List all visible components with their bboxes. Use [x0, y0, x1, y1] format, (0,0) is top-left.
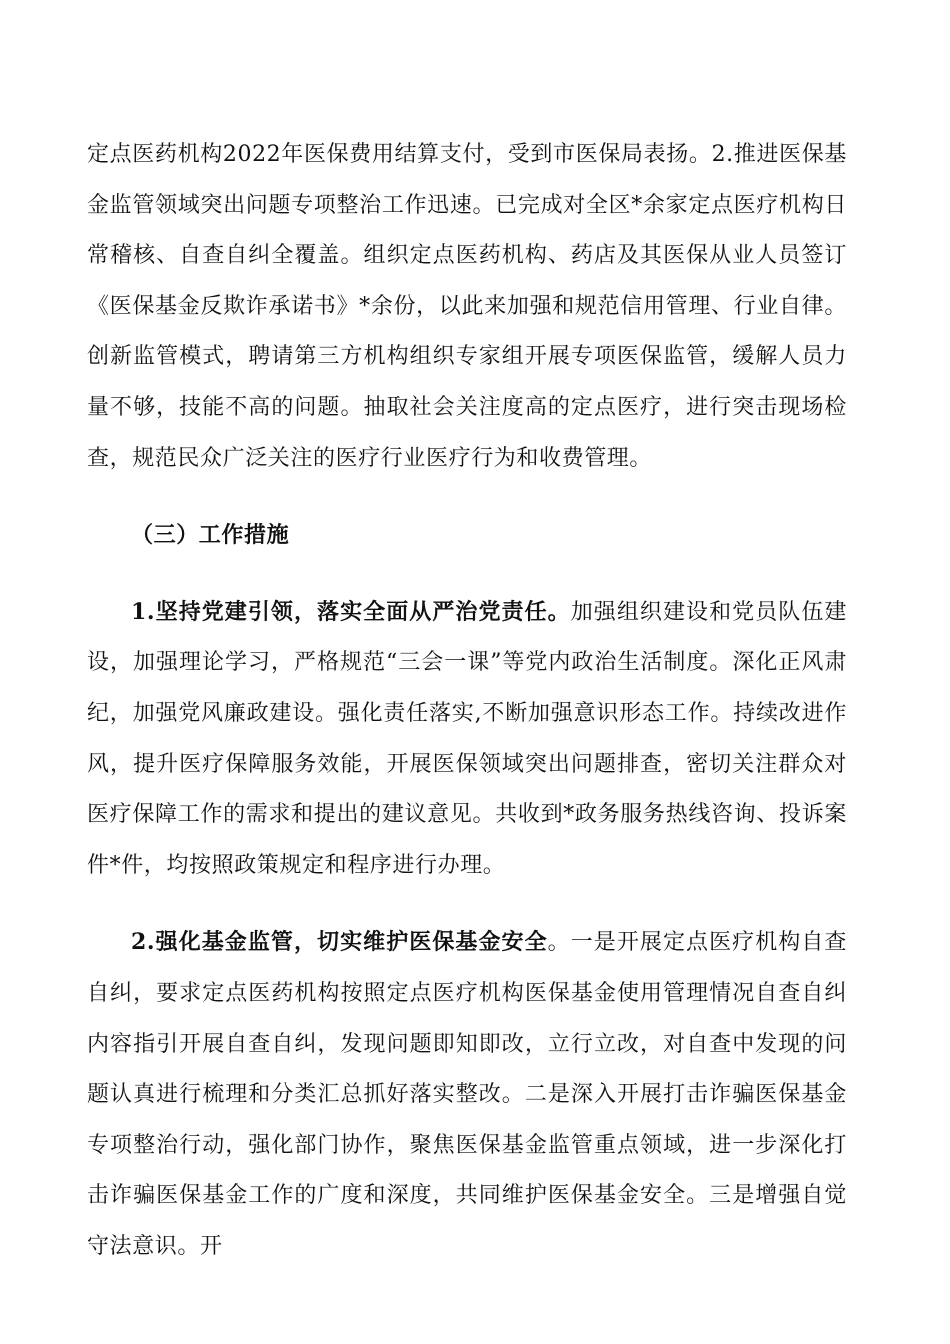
- paragraph-continued: 定点医药机构2022年医保费用结算支付，受到市医保局表扬。2.推进医保基金监管领域突出问题专项整治工作迅速。已完成对全区*余家定点医疗机构日常稽核、自查自纠全覆盖。组织定点医药机构、药店及其医保从业人员签订《医保基金反欺诈承诺书》*余份，以此来加强和规范信用管理、行业自律。创新监管模式，聘请第三方机构组织专家组开展专项医保监管，缓解人员力量不够，技能不高的问题。抽取社会关注度高的定点医疗，进行突击现场检查，规范民众广泛关注的医疗行业医疗行为和收费管理。: [87, 142, 847, 471]
- measure-item-1-lead: 1.坚持党建引领，落实全面从严治党责任。: [131, 598, 571, 625]
- section-heading: （三）工作措施: [131, 522, 290, 549]
- measure-item-2-body: 。一是开展定点医疗机构自查自纠，要求定点医药机构按照定点医疗机构医保基金使用管理情况自查自纠内容指引开展自查自纠，发现问题即知即改，立行立改，对自查中发现的问题认真进行梳理和分类汇总抓好落实整改。二是深入开展打击诈骗医保基金专项整治行动，强化部门协作，聚焦医保基金监管重点领域，进一步深化打击诈骗医保基金工作的广度和深度，共同维护医保基金安全。三是增强自觉守法意识。开: [87, 930, 847, 1259]
- document-body: [87, 130, 847, 1272]
- measure-item-2: [87, 917, 847, 1272]
- measure-item-1: [87, 587, 847, 892]
- measure-item-2-lead: 2.强化基金监管，切实维护医保基金安全: [131, 929, 548, 956]
- measure-item-1-body: 加强组织建设和党员队伍建设，加强理论学习，严格规范“三会一课”等党内政治生活制度。深化正风肃纪，加强党风廉政建设。强化责任落实,不断加强意识形态工作。持续改进作风，提升医疗保障服务效能，开展医保领域突出问题排查，密切关注群众对医疗保障工作的需求和提出的建议意见。共收到*政务服务热线咨询、投诉案件*件，均按照政策规定和程序进行办理。: [87, 599, 848, 878]
